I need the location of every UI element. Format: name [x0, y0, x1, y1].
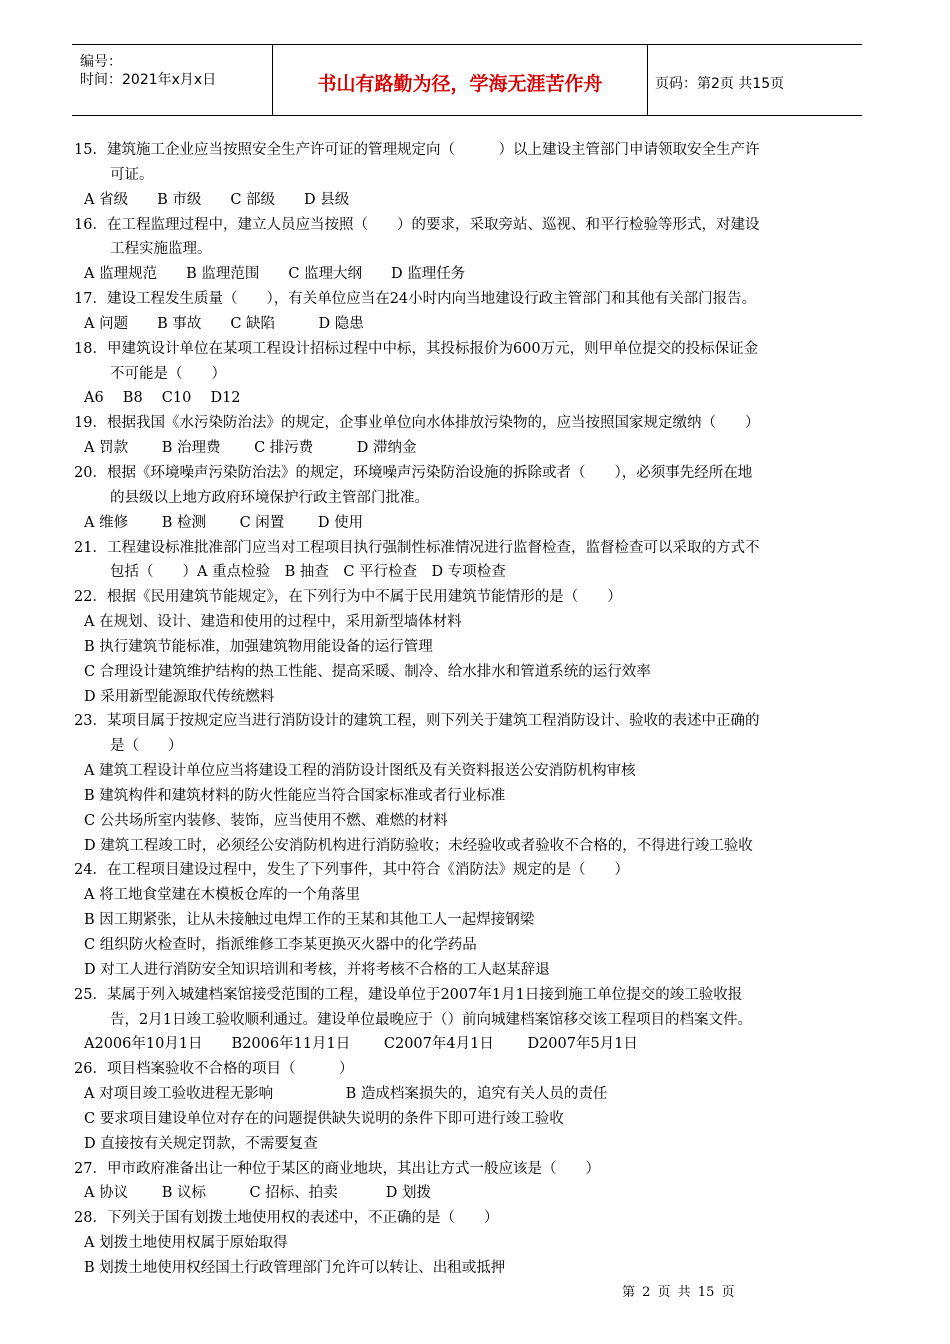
- question-continuation: 工程实施监理。: [110, 241, 212, 258]
- question-continuation: 是（ ）: [110, 738, 183, 755]
- question-continuation: 可证。: [110, 166, 154, 183]
- answer-option: D 直接按有关规定罚款，不需要复查: [84, 1135, 318, 1152]
- time-label: 时间：2021年x月x日: [80, 72, 217, 88]
- answer-option: A 将工地食堂建在木模板仓库的一个角落里: [84, 887, 361, 904]
- question-line: 28．下列关于国有划拨土地使用权的表述中，不正确的是（ ）: [74, 1210, 499, 1227]
- question-continuation: 的县级以上地方政府环境保护行政主管部门批准。: [110, 489, 429, 506]
- answer-option: D 采用新型能源取代传统燃料: [84, 688, 275, 705]
- question-line: 22．根据《民用建筑节能规定》，在下列行为中不属于民用建筑节能情形的是（ ）: [74, 589, 622, 606]
- answer-option: B 因工期紧张，让从未接触过电焊工作的王某和其他工人一起焊接钢梁: [84, 912, 535, 929]
- answer-options: A6 B8 C10 D12: [84, 390, 241, 407]
- answer-options: A 维修 B 检测 C 闲置 D 使用: [84, 514, 364, 531]
- header-motto-cell: [272, 45, 648, 115]
- page-info: 页码：第2页 共15页: [655, 76, 785, 92]
- answer-option: C 组织防火检查时，指派维修工李某更换灭火器中的化学药品: [84, 937, 477, 953]
- question-list: [74, 138, 864, 1281]
- page-header: [72, 44, 862, 116]
- answer-option: C 公共场所室内装修、装饰，应当使用不燃、难燃的材料: [84, 812, 448, 829]
- answer-option: B 建筑构件和建筑材料的防火性能应当符合国家标准或者行业标准: [84, 787, 506, 804]
- question-continuation: 包括（ ）A 重点检验 B 抽查 C 平行检查 D 专项检查: [110, 564, 506, 581]
- question-continuation: 告，2月1日竣工验收顺利通过。建设单位最晚应于（）前向城建档案馆移交该工程项目的档案文件。: [110, 1011, 752, 1028]
- header-page-cell: [647, 45, 862, 115]
- answer-option: D 对工人进行消防安全知识培训和考核，并将考核不合格的工人赵某辞退: [84, 961, 550, 978]
- question-line: 17．建设工程发生质量（ ），有关单位应当在24小时内向当地建设行政主管部门和其他有关部门报告。: [74, 291, 757, 308]
- question-line: 24．在工程项目建设过程中，发生了下列事件，其中符合《消防法》规定的是（ ）: [74, 862, 629, 879]
- question-line: 20．根据《环境噪声污染防治法》的规定，环境噪声污染防治设施的拆除或者（ ），必须事先经所在地: [74, 464, 753, 481]
- answer-option: C 合理设计建筑维护结构的热工性能、提高采暖、制冷、给水排水和管道系统的运行效率: [84, 663, 651, 680]
- answer-options: A 问题 B 事故 C 缺陷 D 隐患: [84, 315, 364, 332]
- answer-options: A 对项目竣工验收进程无影响 B 造成档案损失的，追究有关人员的责任: [84, 1086, 608, 1103]
- answer-options: A 监理规范 B 监理范围 C 监理大纲 D 监理任务: [84, 266, 466, 283]
- answer-options: A 省级 B 市级 C 部级 D 县级: [84, 191, 350, 208]
- question-line: 23．某项目属于按规定应当进行消防设计的建筑工程，则下列关于建筑工程消防设计、验收的表述中正确的: [74, 713, 760, 730]
- answer-option: A 划拨土地使用权属于原始取得: [84, 1235, 288, 1252]
- question-line: 26．项目档案验收不合格的项目（ ）: [74, 1061, 354, 1078]
- question-line: 18．甲建筑设计单位在某项工程设计招标过程中中标，其投标报价为600万元，则甲单位提交的投标保证金: [74, 340, 759, 357]
- question-line: 21．工程建设标准批准部门应当对工程项目执行强制性标准情况进行监督检查，监督检查可以采取的方式不: [74, 539, 760, 556]
- answer-option: B 划拨土地使用权经国土行政管理部门允许可以转让、出租或抵押: [84, 1259, 506, 1276]
- question-line: 19．根据我国《水污染防治法》的规定，企事业单位向水体排放污染物的，应当按照国家规定缴纳（ ）: [74, 415, 760, 432]
- answer-option: A 在规划、设计、建造和使用的过程中，采用新型墙体材料: [84, 614, 462, 631]
- question-line: 16．在工程监理过程中，建立人员应当按照（ ）的要求，采取旁站、巡视、和平行检验等形式，对建设: [74, 216, 760, 233]
- answer-options: A 协议 B 议标 C 招标、拍卖 D 划拨: [84, 1185, 431, 1202]
- question-continuation: 不可能是（ ）: [110, 365, 226, 382]
- answer-options: A 罚款 B 治理费 C 排污费 D 滞纳金: [84, 440, 417, 457]
- answer-options: A2006年10月1日 B2006年11月1日 C2007年4月1日 D2007年5月1日: [84, 1036, 638, 1053]
- question-line: 25．某属于列入城建档案馆接受范围的工程，建设单位于2007年1月1日接到施工单位提交的竣工验收报: [74, 986, 743, 1003]
- question-line: 15．建筑施工企业应当按照安全生产许可证的管理规定向（ ）以上建设主管部门申请领取安全生产许: [74, 142, 760, 158]
- answer-option: B 执行建筑节能标准，加强建筑物用能设备的运行管理: [84, 638, 433, 655]
- number-label: 编号：: [80, 54, 122, 70]
- answer-option: C 要求项目建设单位对存在的问题提供缺失说明的条件下即可进行竣工验收: [84, 1110, 564, 1127]
- header-info-cell: [72, 45, 272, 115]
- question-line: 27．甲市政府准备出让一种位于某区的商业地块，其出让方式一般应该是（ ）: [74, 1160, 600, 1177]
- answer-option: A 建筑工程设计单位应当将建设工程的消防设计图纸及有关资料报送公安消防机构审核: [84, 763, 636, 780]
- motto-text: 书山有路勤为径，学海无涯苦作舟: [317, 73, 603, 95]
- page-footer: 第 2 页 共 15 页: [622, 1285, 735, 1300]
- answer-option: D 建筑工程竣工时，必须经公安消防机构进行消防验收；未经验收或者验收不合格的，不得进行竣工验收: [84, 837, 753, 854]
